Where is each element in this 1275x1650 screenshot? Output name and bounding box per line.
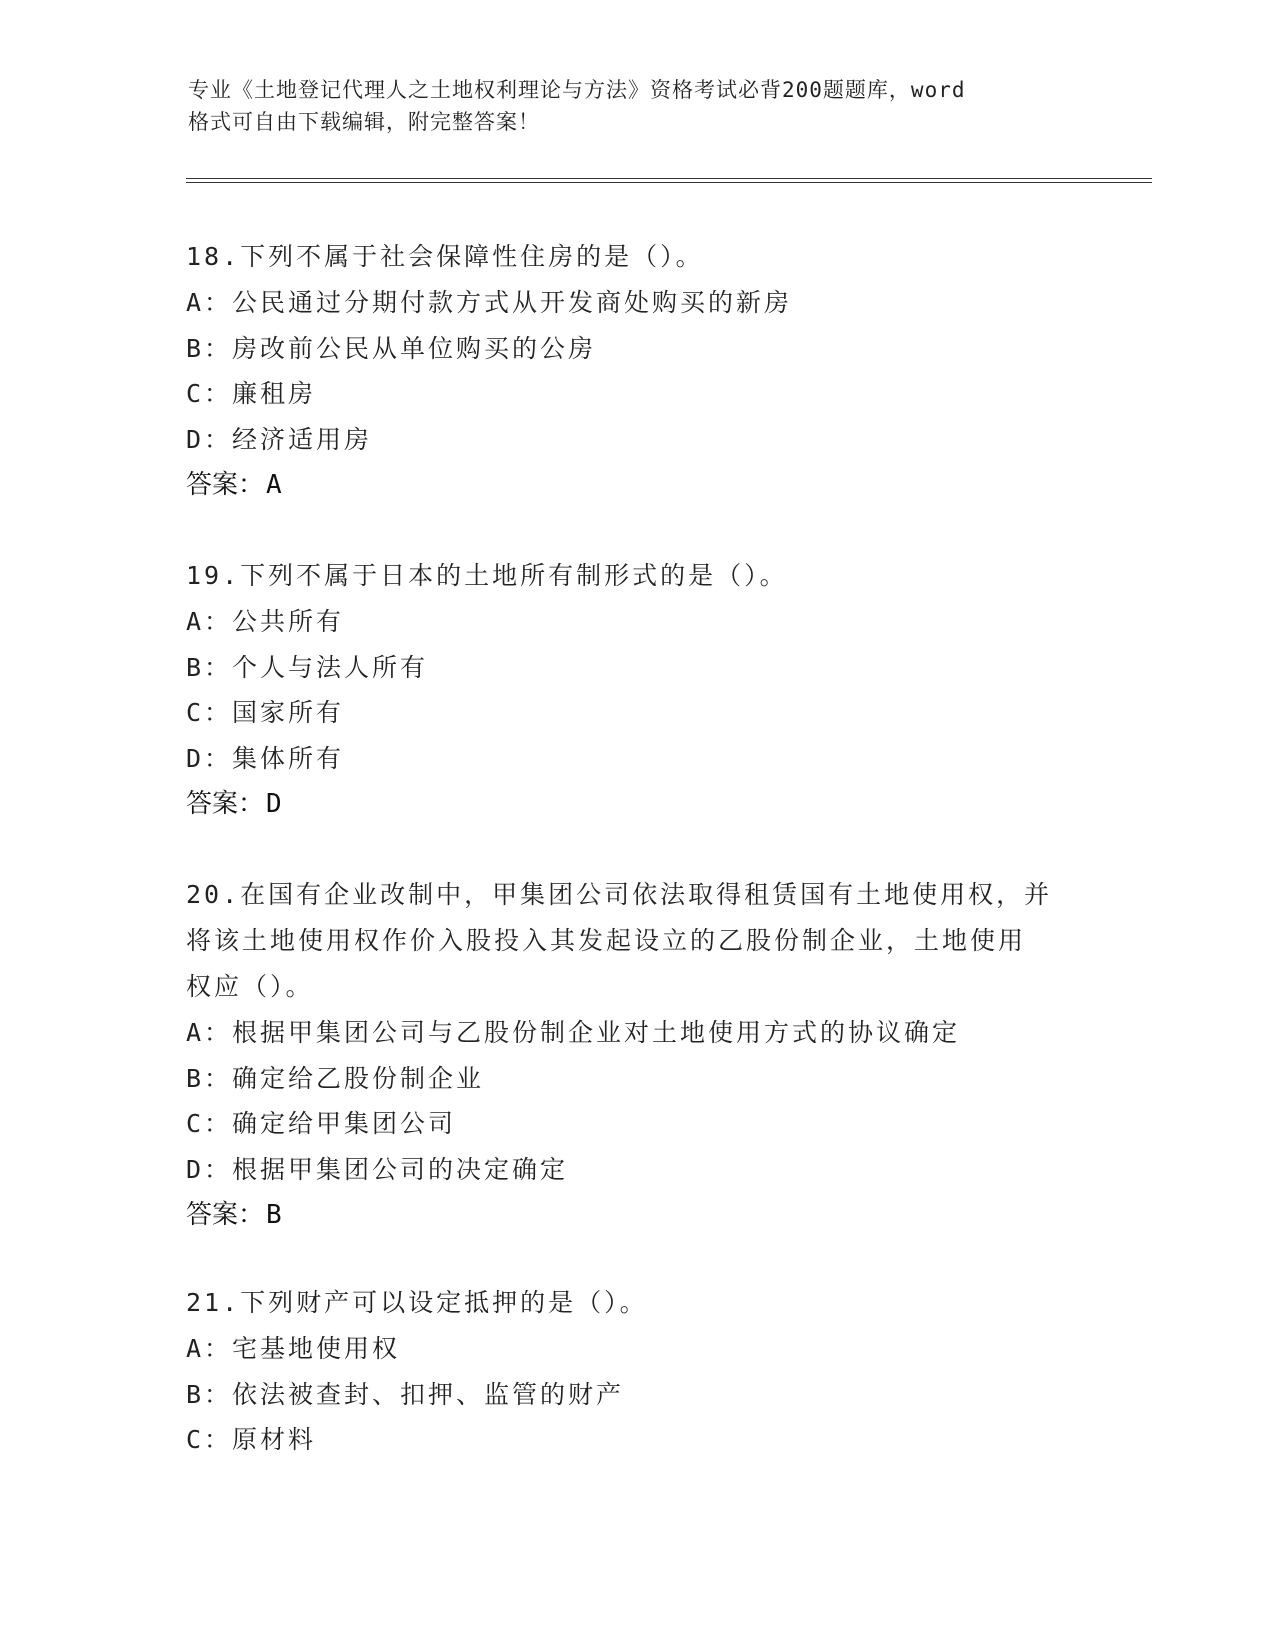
header-line-2: 格式可自由下载编辑，附完整答案！ [188,110,540,134]
question-text: 21.下列财产可以设定抵押的是（）。 [186,1288,648,1317]
option-b: B：确定给乙股份制企业 [186,1063,485,1093]
question-text-line-1: 20.在国有企业改制中，甲集团公司依法取得租赁国有土地使用权，并 [186,880,1053,909]
answer-label: 答案： [186,1200,265,1230]
answer-value: B [266,1200,282,1230]
option-a: A：公民通过分期付款方式从开发商处购买的新房 [186,288,793,317]
answer-value: D [266,789,282,819]
answer-label: 答案： [186,789,265,819]
header-divider-top [186,178,1152,179]
option-a: A：根据甲集团公司与乙股份制企业对土地使用方式的协议确定 [186,1018,961,1047]
answer-label: 答案： [186,470,265,500]
option-c: C：国家所有 [186,698,345,727]
option-b: B：个人与法人所有 [186,652,429,682]
document-header [188,74,1068,138]
option-c: C：原材料 [186,1425,317,1454]
question-text: 19.下列不属于日本的土地所有制形式的是（）。 [186,561,788,590]
question-text-line-2: 将该土地使用权作价入股投入其发起设立的乙股份制企业，土地使用 [186,926,1027,955]
question-19 [186,553,1086,827]
header-divider-bottom [186,182,1152,183]
option-c: C：确定给甲集团公司 [186,1109,457,1138]
option-a: A：宅基地使用权 [186,1334,401,1363]
question-18 [186,234,1086,508]
option-d: D：根据甲集团公司的决定确定 [186,1154,569,1184]
answer [186,462,1086,508]
question-text: 18.下列不属于社会保障性住房的是（）。 [186,242,704,271]
question-text-line-3: 权应（）。 [186,972,314,1001]
option-c: C：廉租房 [186,379,317,408]
answer-value: A [266,470,282,500]
header-line-1: 专业《土地登记代理人之土地权利理论与方法》资格考试必背200题题库，word [188,78,966,102]
option-b: B：依法被查封、扣押、监管的财产 [186,1379,625,1409]
option-a: A：公共所有 [186,607,345,636]
question-20 [186,872,1086,1238]
question-21 [186,1280,1086,1463]
answer [186,781,1086,827]
option-b: B：房改前公民从单位购买的公房 [186,333,597,363]
answer [186,1192,1086,1238]
option-d: D：集体所有 [186,743,345,773]
option-d: D：经济适用房 [186,424,373,454]
